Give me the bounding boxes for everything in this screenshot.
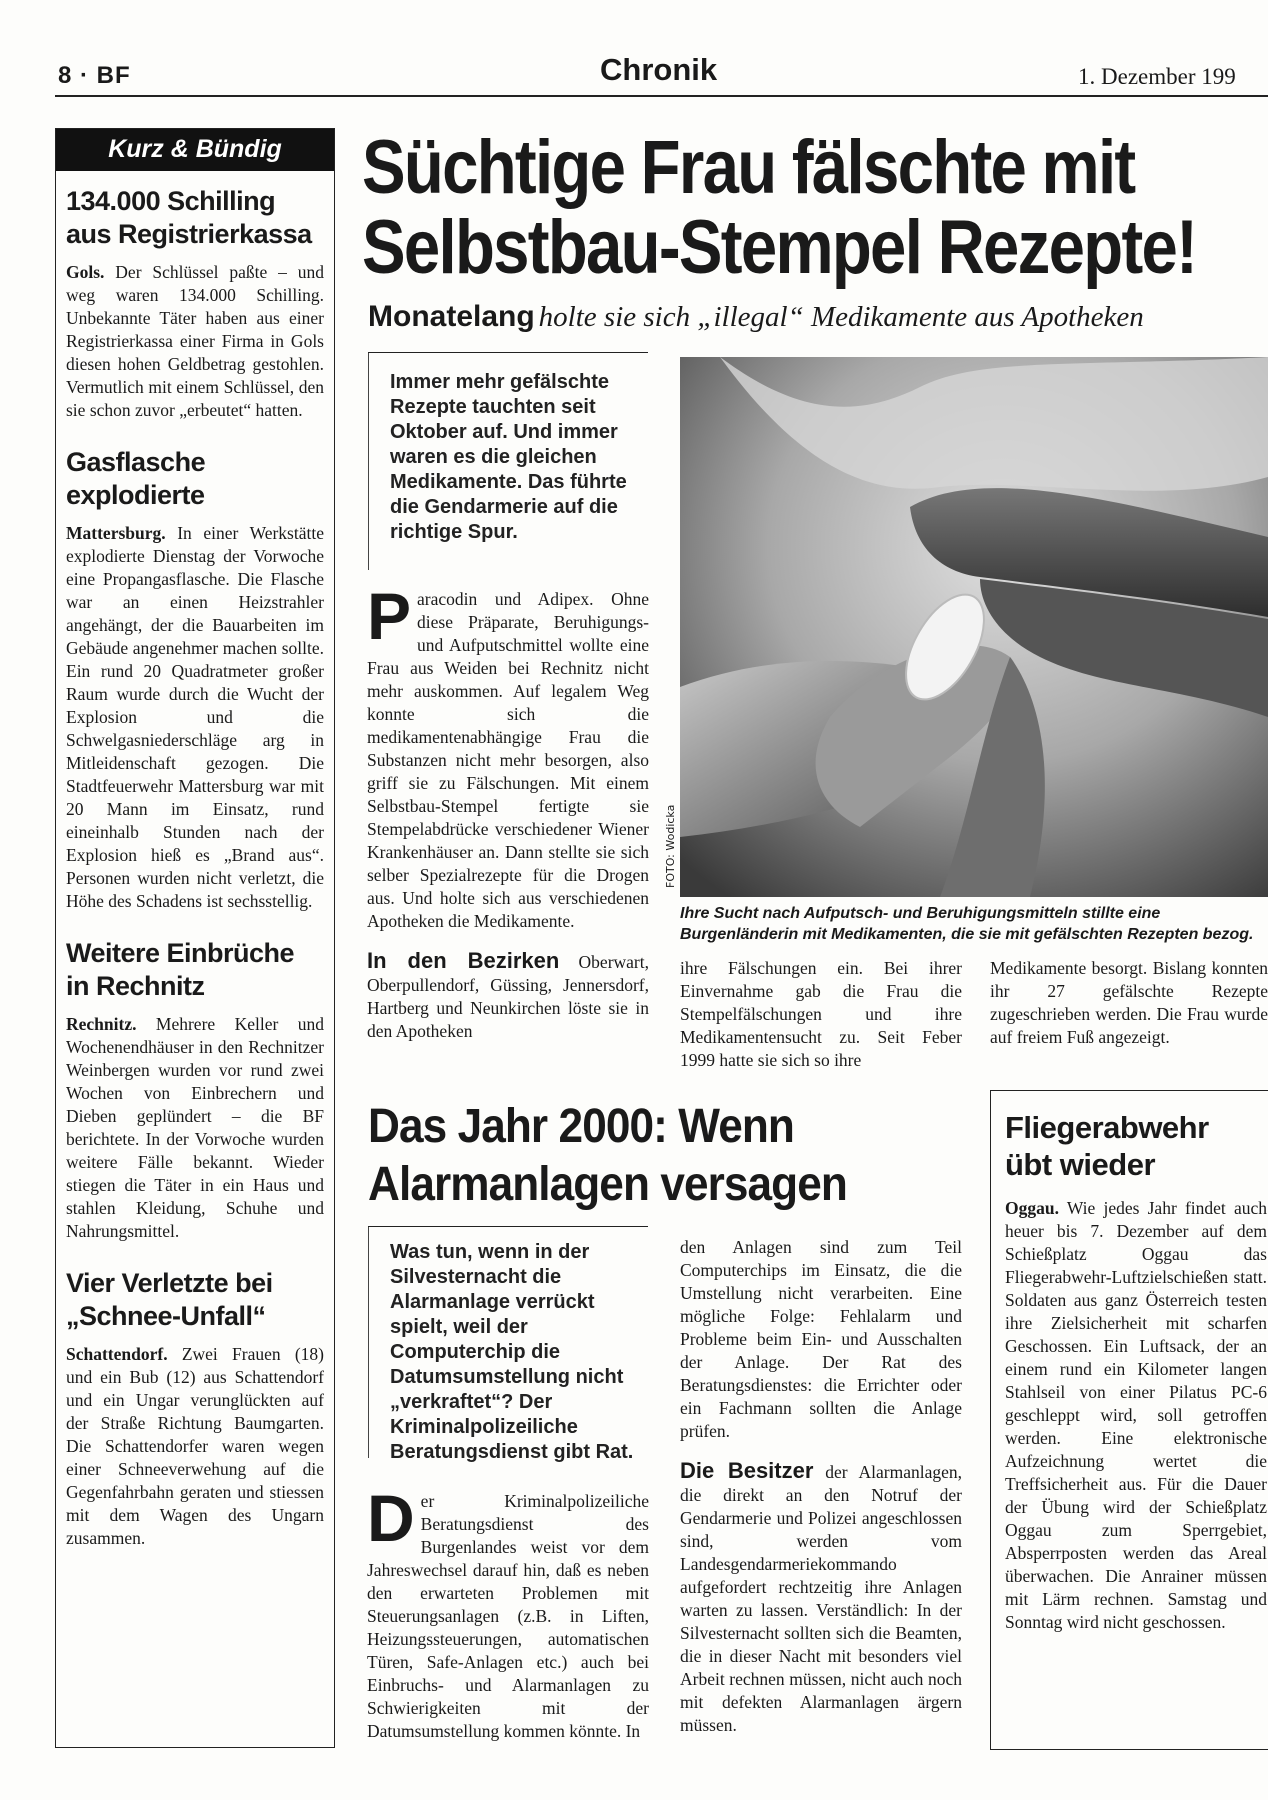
issue-date: 1. Dezember 199 [1078,64,1236,89]
main-subhead: In den Bezirken [367,948,560,973]
header-rule [55,95,1268,97]
news-text-mattersburg: Mattersburg. In einer Werkstätte explodierte Dienstag der Vorwoche eine Propangasflasche. Die Flasche war an einen Heizstrahler angehängt, der die Bauarbeiten im Gebäude angenehmer machen sollte. Ein rund 20 Quadratmeter großer Raum wurde durch die Wucht der Explosion und die Schwelgasniederschläge arg in Mitleidenschaft gezogen. Die Stadtfeuerwehr Mattersburg war mit 20 Mann im Einsatz, rund eineinhalb Stunden nach der Explosion hieß es „Brand aus“. Personen wurden nicht verletzt, die Höhe des Schadens ist sechsstellig. [66,523,324,911]
box-article [990,1090,1268,1750]
photo-credit: FOTO: Wodicka [664,804,677,888]
main-headline-line2: Selbstbau-Stempel Rezepte! [362,205,1197,290]
main-subline-italic: holte sie sich „illegal“ Medikamente aus Apotheken [538,301,1144,333]
news-headline-mattersburg: Gasflasche explodierte [66,447,206,510]
box-headline: Fliegerabwehr übt wieder [1005,1110,1209,1182]
news-text-schattendorf: Schattendorf. Zwei Frauen (18) und ein Bub (12) aus Schattendorf und ein Ungar verunglückten auf der Straße Richtung Baumgarten. Die Schattendorfer waren wegen einer Schneeverwehung auf die Gegenfahrbahn geraten und stiessen mit dem Wagen des Ungarn zusammen. [66,1344,324,1548]
photo-caption: Ihre Sucht nach Aufputsch- und Beruhigungsmitteln stillte eine Burgenländerin mit Medikamenten, die sie mit gefälschten Rezepten bezog. [680,905,1254,943]
page-number: 8 · BF [58,62,131,89]
main-headline [362,125,1197,290]
news-headline-rechnitz: Weitere Einbrüche in Rechnitz [66,938,295,1001]
teaser-rule-left [368,352,369,570]
news-headline-schattendorf: Vier Verletzte bei „Schnee-Unfall“ [66,1268,273,1331]
y2k-body-col2: den Anlagen sind zum Teil Computerchips im Einsatz, die die Umstellung nicht verarbeiten. Eine mögliche Folge: Fehlalarm und Probleme beim Ein- und Ausschalten der Anlage. Der Rat des Beratungsdienstes: die Errichter oder ein Fachmann sollten die Anlage prüfen. Die Besitzer der Alarmanlagen, die direkt an den Notruf der Gendarmerie und Polizei angeschlossen sind, werden vom Landesgendarmeriekommando aufgefordert rechtzeitig ihre Anlagen warten zu lassen. Verständlich: In der Silvesternacht sollten sich die Beamten, die in dieser Nacht mit besonders viel Arbeit rechnen müssen, nicht auch noch mit defekten Alarmanlagen ärgern müssen. [680,1237,962,1735]
y2k-headline-line2: Alarmanlagen versagen [368,1158,847,1211]
main-headline-line1: Süchtige Frau fälschte mit [362,125,1135,210]
main-body-col3: Medikamente besorgt. Bislang konnten ihr 27 gefälschte Rezepte zugeschrieben werden. Die Frau wurde auf freiem Fuß angezeigt. [990,958,1268,1047]
main-teaser: Immer mehr gefälschte Rezepte tauchten seit Oktober auf. Und immer waren es die gleichen Medikamente. Das führte die Gendarmerie auf die richtige Spur. [390,371,627,543]
news-headline-gols: 134.000 Schilling aus Registrierkassa [66,186,312,249]
news-text-rechnitz: Rechnitz. Mehrere Keller und Wochenendhäuser in den Rechnitzer Weinbergen wurden vor rund zwei Wochen von Einbrechern und Dieben geplündert – die BF berichtete. In der Vorwoche wurden weitere Fälle bekannt. Wieder stiegen die Täter in ein Haus und stahlen Kleidung, Schuhe und Nahrungsmittel. [66,1014,324,1241]
main-subline-bold: Monatelang [368,300,535,333]
y2k-subhead: Die Besitzer [680,1458,814,1483]
main-body-col2: ihre Fälschungen ein. Bei ihrer Einvernahme gab die Frau die Stempelfälschungen und ihre Medikamentensucht zu. Seit Feber 1999 hatte sie sich so ihre [680,958,962,1070]
news-text-gols: Gols. Der Schlüssel paßte – und weg waren 134.000 Schilling. Unbekannte Täter haben aus einer Registrierkassa einer Firma in Gols diesen hohen Geldbetrag gestohlen. Vermutlich mit einem Schlüssel, den sie schon zuvor „erbeutet“ hatten. [66,262,325,420]
box-text: Oggau. Wie jedes Jahr findet auch heuer bis 7. Dezember auf dem Schießplatz Oggau das Fliegerabwehr-Luftzielschießen statt. Soldaten aus ganz Österreich testen ihre Zielsicherheit mit scharfen Geschossen. Ein Luftsack, der an einem rund ein Kilometer langen Stahlseil von einer Pilatus PC-6 geschleppt wird, soll getroffen werden. Eine elektronische Aufzeichnung wertet die Treffsicherheit aus. Für die Dauer der Übung wird der Schießplatz Oggau zum Sperrgebiet, Absperrposten werden das Areal überwachen. Die Anrainer müssen mit Lärm rechnen. Samstag und Sonntag wird nicht geschossen. [1005,1198,1267,1632]
y2k-body-col1: Der Kriminalpolizeiliche Beratungsdienst des Burgenlandes weist vor dem Jahreswechsel darauf hin, daß es neben den erwarteten Problemen mit Steuerungsanlagen (z.B. in Liften, Heizungssteuerungen, automatischen Türen, Safe-Anlagen etc.) auch bei Einbruchs- und Alarmanlagen zu Schwierigkeiten mit der Datumsumstellung kommen könnte. In [367,1481,649,1741]
main-dropcap: P [367,579,412,653]
y2k-dropcap: D [367,1481,415,1555]
y2k-teaser: Was tun, wenn in der Silvesternacht die Alarmanlage verrückt spielt, weil der Computerchip die Datumsumstellung nicht „verkraftet“? Der Kriminalpolizeiliche Beratungsdienst gibt Rat. [390,1241,634,1463]
sidebar-box [55,128,335,1748]
main-subline [368,300,1268,334]
y2k-teaser-rule-top [368,1226,648,1227]
teaser-rule-top [368,352,648,353]
y2k-headline-line1: Das Jahr 2000: Wenn [368,1100,794,1153]
section-title: Chronik [600,52,718,87]
photo-lips-pill [680,357,1268,897]
y2k-headline [368,1098,938,1214]
main-photo [680,357,1268,897]
y2k-teaser-rule-left [368,1226,369,1458]
sidebar-title: Kurz & Bündig [56,129,334,171]
main-body-col1: Paracodin und Adipex. Ohne diese Präparate, Beruhigungs- und Aufputschmittel wollte eine Frau aus Weiden bei Rechnitz nicht mehr auskommen. Auf legalem Weg konnte sich die medikamentenabhängige Frau die Substanzen nicht mehr besorgen, also griff sie zu Fälschungen. Mit einem Selbstbau-Stempel fertigte sie Stempelabdrücke verschiedener Wiener Krankenhäuser an. Dann stellte sie sich selber Spezialrezepte für die Drogen aus. Und holte sich aus verschiedenen Apotheken die Medikamente. In den Bezirken Oberwart, Oberpullendorf, Güssing, Jennersdorf, Hartberg und Neunkirchen löste sie in den Apotheken [367,579,649,1041]
